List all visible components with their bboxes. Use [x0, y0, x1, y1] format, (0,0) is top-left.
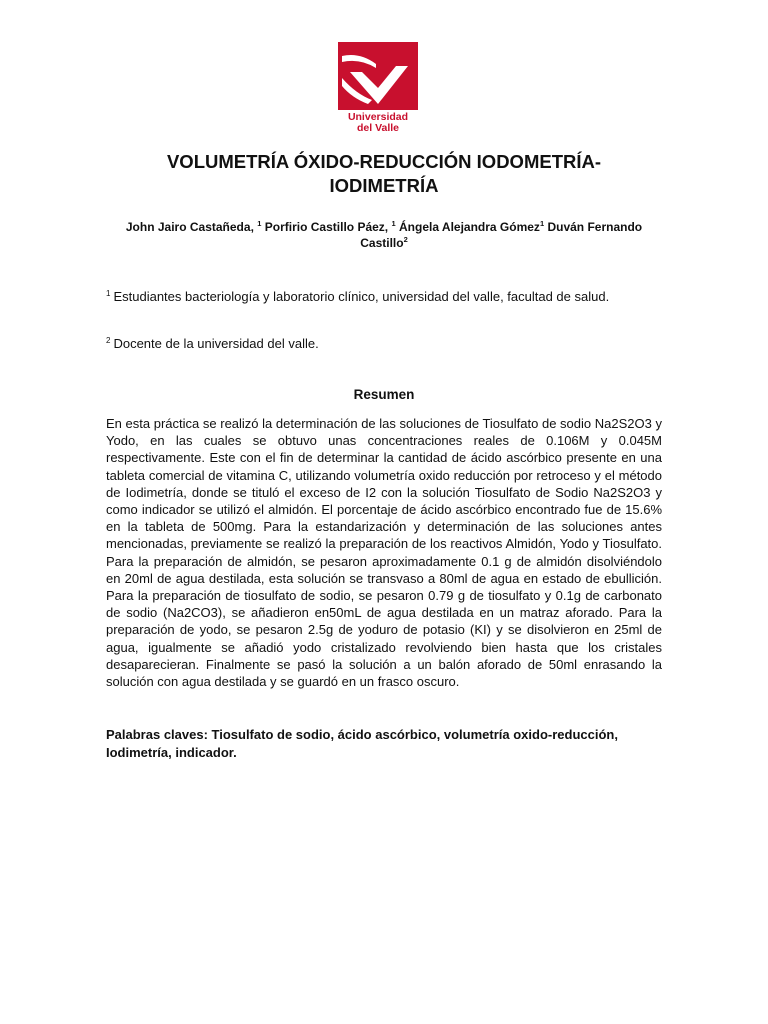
university-emblem-icon [338, 42, 418, 110]
affiliation-2-text: Docente de la universidad del valle. [113, 336, 319, 351]
author-4-mark: 2 [403, 235, 408, 244]
affiliation-1 [106, 289, 676, 305]
author-4: Duván Fernando Castillo [360, 220, 643, 250]
author-2-mark: 1 [391, 219, 396, 228]
author-3-mark: 1 [539, 219, 545, 228]
logo-wordmark [338, 112, 418, 134]
document-title: VOLUMETRÍA ÓXIDO-REDUCCIÓN IODOMETRÍA-IODIMETRÍA [166, 151, 602, 196]
keywords: Palabras claves: Tiosulfato de sodio, ácido ascórbico, volumetría oxido-reducción, Iodimetría, indicador. [106, 727, 618, 760]
author-3: Ángela Alejandra Gómez [399, 220, 540, 234]
author-1-mark: 1 [257, 219, 262, 228]
logo-text-line2: del Valle [356, 122, 400, 134]
author-1: John Jairo Castañeda, [125, 220, 254, 234]
affiliation-2-mark: 2 [106, 335, 111, 345]
affiliation-2 [106, 336, 676, 352]
author-2: Porfirio Castillo Páez, [264, 220, 389, 234]
university-logo [338, 42, 418, 138]
author-list [110, 219, 658, 251]
affiliation-1-text: Estudiantes bacteriología y laboratorio clínico, universidad del valle, facultad de salud. [113, 289, 610, 304]
affiliation-1-mark: 1 [106, 288, 111, 298]
abstract-heading: Resumen [353, 387, 415, 402]
abstract-body: En esta práctica se realizó la determinación de las soluciones de Tiosulfato de sodio Na2S2O3 y Yodo, en las cuales se obtuvo unas concentraciones reales de 0.106M y 0.045M respectivamente. Este con el fin de determinar la cantidad de ácido ascórbico presente en una tableta comercial de vitamina C, utilizando volumetría oxido reducción por retroceso y el método de Iodimetría, donde se tituló el exceso de I2 con la solución Tiosulfato de Sodio Na2S2O3 y como indicador se utilizó el almidón. El porcentaje de ácido ascórbico encontrado fue de 15.6% en la tableta de 500mg. Para la estandarización y determinación de las soluciones antes mencionadas, previamente se realizó la preparación de los reactivos Almidón, Yodo y Tiosulfato. Para la preparación de almidón, se pesaron aproximadamente 0.1 g de almidón disolviéndolo en 20ml de agua destilada, esta solución se transvaso a 80ml de agua en estado de ebullición. Para la preparación de tiosulfato de sodio, se pesaron 0.79 g de tiosulfato y 0.1g de carbonato de sodio (Na2CO3), se añadieron en50mL de agua destilada en un matraz aforado. Para la preparación de yodo, se pesaron 2.5g de yoduro de potasio (KI) y se disolvieron en 25ml de agua, igualmente se añadió yodo cristalizado revolviendo bien hasta que los cristales desaparecieran. Finalmente se pasó la solución a un balón aforado de 50ml enrasando la solución con agua destilada y se guardó en un frasco oscuro. [106, 416, 662, 690]
logo-text-line1: Universidad [347, 111, 409, 123]
